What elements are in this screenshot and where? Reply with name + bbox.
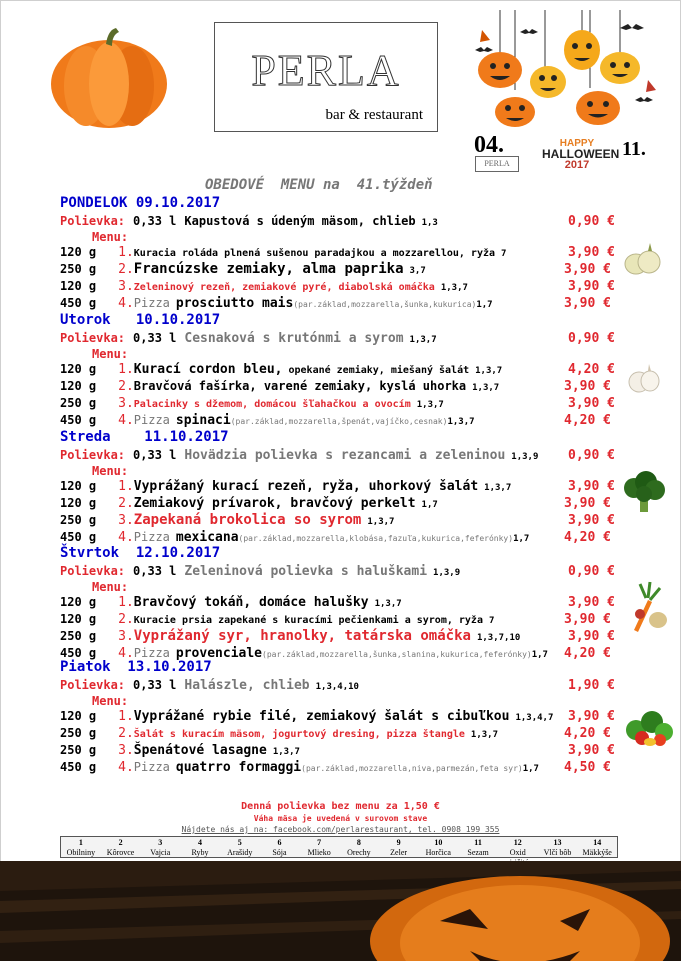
allergen-entry: [577, 837, 617, 857]
soup-allergens: 1,3,7: [409, 335, 437, 345]
item-weight: 250 g: [60, 513, 97, 527]
allergen-entry: [498, 837, 538, 857]
item-price: 4,50 €: [564, 760, 611, 775]
item-price: 3,90 €: [568, 245, 615, 260]
item-weight: 250 g: [60, 396, 97, 410]
day-heading: PONDELOK 09.10.2017: [60, 195, 221, 211]
date-left: 04.: [474, 132, 504, 158]
item-price: 3,90 €: [568, 743, 615, 758]
allergen-entry: [379, 837, 419, 857]
item-name: Bravčová fašírka, varené zemiaky, kyslá uhorka: [133, 379, 467, 393]
allergen-entry: [260, 837, 300, 857]
menu-item: [60, 512, 620, 529]
item-name: spinaci: [175, 413, 231, 428]
day-heading: Štvrtok 12.10.2017: [60, 545, 221, 561]
menu-item: [60, 529, 620, 546]
item-price: 3,90 €: [564, 296, 611, 311]
item-weight: 120 g: [60, 595, 97, 609]
item-price: 3,90 €: [564, 612, 611, 627]
allergen-entry: [101, 837, 141, 857]
item-price: 3,90 €: [568, 513, 615, 528]
allergen-entry: [339, 837, 379, 857]
soup-price: 0,90 €: [568, 564, 615, 579]
item-name: Zapekaná brokolica so syrom: [133, 512, 362, 528]
halloween-year: 2017: [564, 159, 590, 171]
soup-price: 0,90 €: [568, 214, 615, 229]
day-heading: Streda 11.10.2017: [60, 429, 229, 445]
footer-contact: Nájdete nás aj na: facebook.com/perlarestaurant, tel. 0908 199 355: [181, 825, 500, 834]
soup-name: Halászle, chlieb: [184, 678, 310, 693]
item-name: Špenátové lasagne: [133, 743, 267, 758]
item-price: 3,90 €: [568, 479, 615, 494]
halloween-label: [542, 138, 620, 171]
allergen-name: Orechy: [347, 848, 371, 857]
halloween-footer-image: [0, 861, 681, 961]
item-number: 2.: [118, 496, 134, 511]
item-allergens: 7: [488, 616, 495, 626]
item-description: (par.základ,mozzarella,šunka,slanina,kukurica,feferónky): [262, 650, 532, 659]
item-weight: 120 g: [60, 362, 97, 376]
item-allergens: 7: [501, 249, 507, 259]
menu-item: [60, 412, 620, 429]
item-number: 1.: [118, 595, 134, 610]
item-name: Zemiakový prívarok, bravčový perkelt: [133, 496, 416, 511]
item-number: 4.: [118, 530, 134, 545]
item-name: Vyprážaný kurací rezeň, ryža, uhorkový šalát: [133, 479, 479, 494]
halloween-word: HALLOWEEN: [542, 147, 620, 161]
item-weight: 120 g: [60, 245, 97, 259]
item-number: 3.: [118, 513, 134, 528]
item-name: Francúzske zemiaky, alma paprika: [133, 261, 404, 277]
allergen-entry: [180, 837, 220, 857]
soup-row: [60, 563, 620, 580]
item-allergens: 1,3,7: [374, 599, 402, 609]
item-allergens: 1,3,7: [447, 417, 475, 427]
item-allergens: 1,3,7: [484, 483, 512, 493]
item-weight: 250 g: [60, 726, 97, 740]
item-weight: 450 g: [60, 760, 97, 774]
item-price: 3,90 €: [568, 709, 615, 724]
allergen-name: Mlieko: [307, 848, 331, 857]
item-allergens: 1,7: [513, 534, 530, 544]
allergen-number: 1: [78, 838, 83, 847]
item-price: 4,20 €: [564, 646, 611, 661]
item-name: Vyprážané rybie filé, zemiakový šalát s cibuľkou: [133, 709, 510, 724]
restaurant-name: PERLA: [251, 46, 401, 95]
allergen-name: Kôrovce: [106, 848, 135, 857]
item-price: 4,20 €: [568, 362, 615, 377]
vegetables-icon: [628, 580, 670, 632]
menu-item: [60, 478, 620, 495]
allergen-number: 4: [198, 838, 203, 847]
allergen-entry: [418, 837, 458, 857]
item-number: 3.: [118, 743, 134, 758]
pizza-label: Pizza: [133, 530, 170, 544]
allergen-legend: [60, 836, 618, 858]
allergen-entry: [538, 837, 578, 857]
item-weight: 250 g: [60, 262, 97, 276]
allergen-number: 8: [356, 838, 361, 847]
restaurant-subtitle: bar & restaurant: [325, 107, 423, 123]
soup-row: [60, 447, 620, 464]
item-price: 4,20 €: [564, 413, 611, 428]
item-allergens: 1,3,4,7: [515, 713, 554, 723]
item-allergens: 1,3,7: [272, 747, 300, 757]
item-number: 2.: [118, 726, 134, 741]
item-allergens: 1,3,7,10: [476, 633, 521, 643]
item-allergens: 1,3,7: [416, 400, 444, 410]
item-allergens: 1,7: [522, 764, 539, 774]
salad-icon: [624, 704, 674, 750]
menu-label: Menu:: [92, 694, 129, 708]
halloween-happy: HAPPY: [559, 138, 595, 149]
item-weight: 450 g: [60, 530, 97, 544]
allergen-number: 13: [553, 838, 562, 847]
item-weight: 450 g: [60, 413, 97, 427]
soup-label: Polievka:: [60, 214, 126, 228]
item-allergens: 1,7: [476, 300, 493, 310]
garlic-icon: [626, 360, 662, 396]
menu-label: Menu:: [92, 580, 129, 594]
allergen-number: 6: [277, 838, 282, 847]
allergen-name: Sója: [272, 848, 287, 857]
onion-icon: [622, 238, 662, 278]
allergen-number: 10: [434, 838, 443, 847]
soup-row: [60, 213, 620, 230]
allergen-name: Horčica: [425, 848, 451, 857]
allergen-name: Zeler: [390, 848, 408, 857]
soup-label: Polievka:: [60, 678, 126, 692]
item-name: Bravčový tokáň, domáce halušky: [133, 595, 369, 610]
item-weight: 120 g: [60, 709, 97, 723]
allergen-entry: [220, 837, 260, 857]
footer-soup-note: Denná polievka bez menu za 1,50 €: [241, 801, 440, 812]
item-name: mexicana: [175, 530, 239, 545]
item-price: 3,90 €: [568, 629, 615, 644]
item-price: 4,20 €: [564, 530, 611, 545]
allergen-number: 5: [237, 838, 242, 847]
allergen-name: Obilniny: [66, 848, 96, 857]
item-number: 4.: [118, 760, 134, 775]
allergen-name: Sezam: [467, 848, 489, 857]
item-number: 2.: [118, 262, 134, 277]
pizza-label: Pizza: [133, 646, 170, 660]
item-name: Kurací cordon bleu,: [133, 362, 283, 377]
item-name: Zeleninový rezeň, zemiakové pyré, diabolská omáčka: [133, 282, 435, 293]
item-number: 2.: [118, 379, 134, 394]
allergen-name: Vajcia: [150, 848, 171, 857]
soup-portion: 0,33 l: [133, 448, 177, 462]
pizza-label: Pizza: [133, 760, 170, 774]
allergen-number: 2: [118, 838, 123, 847]
soup-portion: 0,33 l: [133, 564, 177, 578]
date-right: 11.: [622, 138, 646, 160]
menu-item: [60, 708, 620, 725]
item-number: 4.: [118, 296, 134, 311]
allergen-number: 7: [317, 838, 322, 847]
soup-name: Hovädzia polievka s rezancami a zeleninou: [184, 448, 506, 463]
item-number: 1.: [118, 362, 134, 377]
item-allergens: 1,3,7: [470, 730, 499, 740]
item-name: prosciutto mais: [175, 296, 294, 311]
item-weight: 120 g: [60, 612, 97, 626]
menu-item: [60, 361, 620, 378]
item-number: 2.: [118, 612, 134, 627]
menu-title: OBEDOVÉ MENU na 41.týždeň: [205, 177, 433, 193]
menu-item: [60, 725, 620, 742]
menu-item: [60, 495, 620, 512]
item-number: 1.: [118, 245, 134, 260]
menu-item: [60, 261, 620, 278]
allergen-entry: [140, 837, 180, 857]
allergen-name: Mäkkýše: [582, 848, 612, 857]
item-price: 3,90 €: [568, 595, 615, 610]
item-allergens: 3,7: [409, 266, 426, 276]
menu-item: [60, 278, 620, 295]
item-price: 3,90 €: [564, 262, 611, 277]
item-name: Kuracie prsia zapekané s kuracími pečienkami a syrom, ryža: [133, 615, 483, 626]
menu-label: Menu:: [92, 230, 129, 244]
menu-item: [60, 295, 620, 312]
item-number: 3.: [118, 629, 134, 644]
soup-price: 0,90 €: [568, 331, 615, 346]
allergen-name: Arašidy: [227, 848, 253, 857]
item-name: provenciale: [175, 646, 262, 661]
menu-item: [60, 611, 620, 628]
item-description: (par.základ,mozzarella,špenát,vajíčko,cesnak): [230, 417, 448, 426]
menu-item: [60, 594, 620, 611]
day-heading: Piatok 13.10.2017: [60, 659, 212, 675]
item-price: 3,90 €: [568, 279, 615, 294]
allergen-number: 14: [593, 838, 602, 847]
item-description: (par.základ,mozzarella,klobása,fazuľa,kukurica,feferónky): [238, 534, 514, 543]
soup-allergens: 1,3: [421, 218, 438, 228]
menu-item: [60, 395, 620, 412]
item-description: (par.základ,mozzarella,niva,parmezán,feta syr): [301, 764, 523, 773]
allergen-entry: [61, 837, 101, 857]
item-weight: 250 g: [60, 629, 97, 643]
allergen-number: 9: [396, 838, 401, 847]
item-price: 4,20 €: [564, 726, 611, 741]
item-weight: 120 g: [60, 479, 97, 493]
item-number: 1.: [118, 479, 134, 494]
pizza-label: Pizza: [133, 413, 170, 427]
soup-row: [60, 677, 620, 694]
menu-label: Menu:: [92, 464, 129, 478]
soup-portion: 0,33 l: [133, 331, 177, 345]
item-weight: 250 g: [60, 743, 97, 757]
allergen-name: Oxid: [509, 848, 526, 857]
allergen-number: 3: [158, 838, 163, 847]
item-allergens: 1,3,7: [440, 283, 468, 293]
item-description: (par.základ,mozzarella,šunka,kukurica): [293, 300, 477, 309]
item-name: Vyprážaný syr, hranolky, tatárska omáčka: [133, 628, 471, 644]
soup-name: Zeleninová polievka s haluškami: [184, 564, 428, 579]
soup-label: Polievka:: [60, 331, 126, 345]
mini-logo: PERLA: [475, 156, 519, 172]
soup-label: Polievka:: [60, 448, 126, 462]
soup-portion: 0,33 l: [133, 214, 177, 228]
soup-name: Cesnaková s krutónmi a syrom: [184, 331, 404, 346]
soup-allergens: 1,3,9: [511, 452, 539, 462]
item-weight: 120 g: [60, 379, 97, 393]
item-number: 1.: [118, 709, 134, 724]
item-number: 4.: [118, 413, 134, 428]
item-allergens: 1,7: [421, 500, 438, 510]
item-weight: 450 g: [60, 646, 97, 660]
item-weight: 450 g: [60, 296, 97, 310]
allergen-number: 12: [513, 838, 522, 847]
menu-item: [60, 628, 620, 645]
menu-item: [60, 742, 620, 759]
item-price: 3,90 €: [564, 379, 611, 394]
footer-weight-note: Váha mäsa je uvedená v surovom stave: [253, 814, 428, 823]
item-weight: 120 g: [60, 279, 97, 293]
item-name: Kuracia roláda plnená sušenou paradajkou a mozzarellou, ryža: [133, 248, 496, 259]
soup-price: 0,90 €: [568, 448, 615, 463]
soup-name: Kapustová s údeným mäsom, chlieb: [184, 214, 416, 228]
soup-allergens: 1,3,9: [433, 568, 461, 578]
item-number: 4.: [118, 646, 134, 661]
item-name: quatrro formaggi: [175, 760, 302, 775]
menu-item: [60, 244, 620, 261]
item-number: 3.: [118, 396, 134, 411]
menu-item: [60, 378, 620, 395]
allergen-name: Vlčí bôb: [543, 848, 572, 857]
allergen-name: Ryby: [191, 848, 209, 857]
broccoli-icon: [622, 470, 666, 514]
item-price: 3,90 €: [564, 496, 611, 511]
soup-price: 1,90 €: [568, 678, 615, 693]
item-allergens: 1,3,7: [472, 383, 500, 393]
allergen-number: 11: [474, 838, 482, 847]
item-price: 3,90 €: [568, 396, 615, 411]
pumpkin-image: [48, 26, 170, 130]
soup-label: Polievka:: [60, 564, 126, 578]
pizza-label: Pizza: [133, 296, 170, 310]
allergen-entry: [299, 837, 339, 857]
item-name: Šalát s kuracím mäsom, jogurtový dresing, pizza štangle: [133, 729, 465, 740]
item-number: 3.: [118, 279, 134, 294]
soup-allergens: 1,3,4,10: [315, 682, 359, 692]
allergen-entry: [458, 837, 498, 857]
soup-row: [60, 330, 620, 347]
item-allergens: 1,3,7: [475, 366, 503, 376]
item-allergens: 1,7: [531, 650, 548, 660]
item-weight: 120 g: [60, 496, 97, 510]
day-heading: Utorok 10.10.2017: [60, 312, 221, 328]
item-sides: opekané zemiaky, miešaný šalát: [288, 365, 470, 376]
restaurant-logo: [214, 22, 438, 132]
menu-item: [60, 759, 620, 776]
item-name: Palacinky s džemom, domácou šľahačkou a ovocím: [133, 399, 411, 410]
item-allergens: 1,3,7: [367, 517, 395, 527]
soup-portion: 0,33 l: [133, 678, 177, 692]
menu-label: Menu:: [92, 347, 129, 361]
